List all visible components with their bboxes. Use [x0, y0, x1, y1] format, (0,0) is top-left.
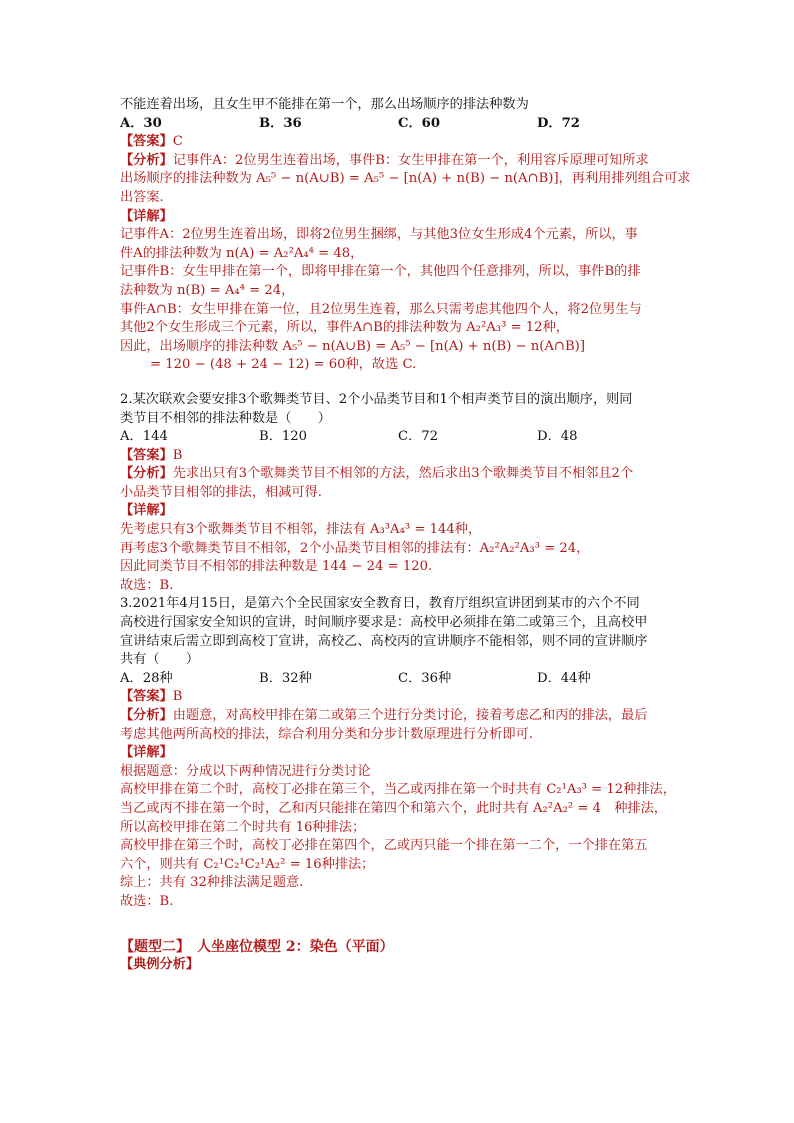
q3-detail-label: 【详解】: [120, 745, 173, 761]
q1-answer: [120, 133, 680, 152]
q2-detail-2: 再考虑3个歌舞类节目不相邻，2个小品类节目相邻的排法有：A₂²A₂²A₃³ = 24，: [120, 540, 590, 556]
q3-detail-2: 高校甲排在第二个时，高校丁必排在第三个，当乙或丙排在第一个时共有 C₂¹A₃³ = 12种排法，: [120, 782, 676, 798]
q1-detail-2: 件A的排法种数为 n(A) = A₂²A₄⁴ = 48，: [120, 245, 364, 261]
document-page: [120, 96, 691, 975]
q3-detail-7: 综上：共有 32种排法满足题意.: [120, 875, 304, 891]
q3-options: [120, 670, 680, 689]
q2-answer: [120, 447, 680, 466]
answer-label: 【答案】: [120, 689, 173, 705]
q1-option-c: C．60: [398, 115, 441, 131]
q3-detail-8: 故选：B.: [120, 893, 174, 909]
q3-answer: [120, 688, 680, 707]
q1-option-d: D．72: [537, 115, 580, 131]
q1-analysis: [120, 152, 680, 171]
q3-stem-4: 共有（ ）: [120, 652, 200, 668]
q1-detail-3: 记事件B：女生甲排在第一个，即将甲排在第一个，其他四个任意排列，所以，事件B的排: [120, 264, 641, 280]
q2-detail-4: 故选：B.: [120, 577, 174, 593]
q1-detail-5: 事件A∩B：女生甲排在第一位，且2位男生连着，那么只需考虑其他四个人，将2位男生与: [120, 301, 642, 317]
q1-option-b: B．36: [259, 115, 302, 131]
q3-analysis: [120, 707, 680, 726]
q3-detail-6: 六个，则共有 C₂¹C₂¹C₂¹A₂² = 16种排法；: [120, 856, 375, 872]
q3-detail-5: 高校甲排在第三个时，高校丁必排在第四个，乙或丙只能一个排在第一二个，一个排在第五: [120, 838, 648, 854]
q3-stem-2: 高校进行国家安全知识的宣讲，时间顺序要求是：高校甲必须排在第二或第三个，且高校甲: [120, 615, 648, 631]
analysis-text: 记事件A：2位男生连着出场，事件B：女生甲排在第一个，利用容斥原理可知所求: [172, 152, 649, 168]
answer-value: B: [172, 447, 183, 463]
analysis-text: 由题意，对高校甲排在第二或第三个进行分类讨论，接着考虑乙和丙的排法，最后: [172, 708, 648, 723]
q2-detail-3: 因此同类节目不相邻的排法种数是 144 − 24 = 120.: [120, 559, 433, 575]
q2-detail-label: 【详解】: [120, 503, 173, 519]
q1-detail-1: 记事件A：2位男生连着出场，即将2位男生捆绑，与其他3位女生形成4个元素，所以，事: [120, 227, 638, 243]
q1-analysis-line-2: 出场顺序的排法种数为 A₅⁵ − n(A∪B) = A₅⁵ − [n(A) + n(B) − n(A∩B)]，再利用排列组合可求: [120, 171, 691, 187]
q3-stem-1: 3.2021年4月15日，是第六个全民国家安全教育日，教育厅组织宣讲团到某市的六个不同: [120, 596, 640, 612]
q1-detail-7: 因此，出场顺序的排法种数 A₅⁵ − n(A∪B) = A₅⁵ − [n(A) + n(B) − n(A∩B)]: [120, 338, 585, 354]
q2-option-c: C．72: [398, 429, 439, 445]
q3-analysis-line-2: 考虑其他两所高校的排法，综合利用分类和分步计数原理进行分析即可.: [120, 726, 534, 742]
q2-stem-text: 2.某次联欢会要安排3个歌舞类节目、2个小品类节目和1个相声类节目的演出顺序，则同: [120, 391, 633, 407]
q3-option-b: B．32种: [259, 670, 312, 686]
answer-label: 【答案】: [120, 134, 173, 150]
answer-value: B: [172, 689, 183, 705]
q2-option-b: B．120: [259, 429, 308, 445]
q2-stem-2: 类节目不相邻的排法种数是（ ）: [120, 410, 331, 426]
q2-analysis: [120, 465, 680, 484]
q2-stem-1: [120, 391, 680, 410]
section-title: 【题型二】 人坐座位模型 2：染色（平面）: [120, 938, 394, 955]
q1-detail-8: = 120 − (48 + 24 − 12) = 60种，故选 C.: [150, 357, 417, 373]
q3-stem-3: 宣讲结束后需立即到高校丁宣讲，高校乙、高校丙的宣讲顺序不能相邻，则不同的宣讲顺序: [120, 633, 648, 649]
q2-options: [120, 428, 680, 447]
q2-analysis-line-2: 小品类节目相邻的排法，相减可得.: [120, 484, 323, 500]
q1-analysis-line-3: 出答案.: [120, 189, 164, 205]
q2-detail-1: 先考虑只有3个歌舞类节目不相邻，排法有 A₃³A₄³ = 144种，: [120, 522, 482, 538]
q3-option-a: A．28种: [120, 670, 173, 686]
q1-detail-6: 其他2个女生形成三个元素，所以，事件A∩B的排法种数为 A₂²A₃³ = 12种，: [120, 320, 569, 336]
q1-option-a: A．30: [120, 115, 162, 131]
answer-label: 【答案】: [120, 447, 173, 463]
answer-value: C: [172, 134, 183, 150]
q2-option-d: D．48: [537, 429, 578, 445]
analysis-text: 先求出只有3个歌舞类节目不相邻的方法，然后求出3个歌舞类节目不相邻且2个: [172, 466, 634, 482]
q1-detail-label: 【详解】: [120, 208, 173, 224]
analysis-label: 【分析】: [120, 152, 173, 168]
q1-detail-4: 法种数为 n(B) = A₄⁴ = 24，: [120, 282, 295, 298]
q3-detail-3: 当乙或丙不排在第一个时，乙和丙只能排在第四个和第六个，此时共有 A₂²A₂² = 4 种排法，: [120, 800, 667, 816]
q3-option-c: C．36种: [398, 670, 452, 686]
q3-detail-1: 根据题意：分成以下两种情况进行分类讨论: [120, 763, 371, 779]
q3-option-d: D．44种: [537, 670, 591, 686]
analysis-label: 【分析】: [120, 466, 173, 482]
section-subtitle: 【典例分析】: [120, 957, 200, 973]
q2-option-a: A．144: [120, 429, 168, 445]
q1-stem-tail: 不能连着出场，且女生甲不能排在第一个，那么出场顺序的排法种数为: [120, 97, 529, 112]
analysis-label: 【分析】: [120, 708, 173, 723]
q1-options: [120, 115, 680, 134]
q3-detail-4: 所以高校甲排在第二个时共有 16种排法；: [120, 819, 366, 835]
